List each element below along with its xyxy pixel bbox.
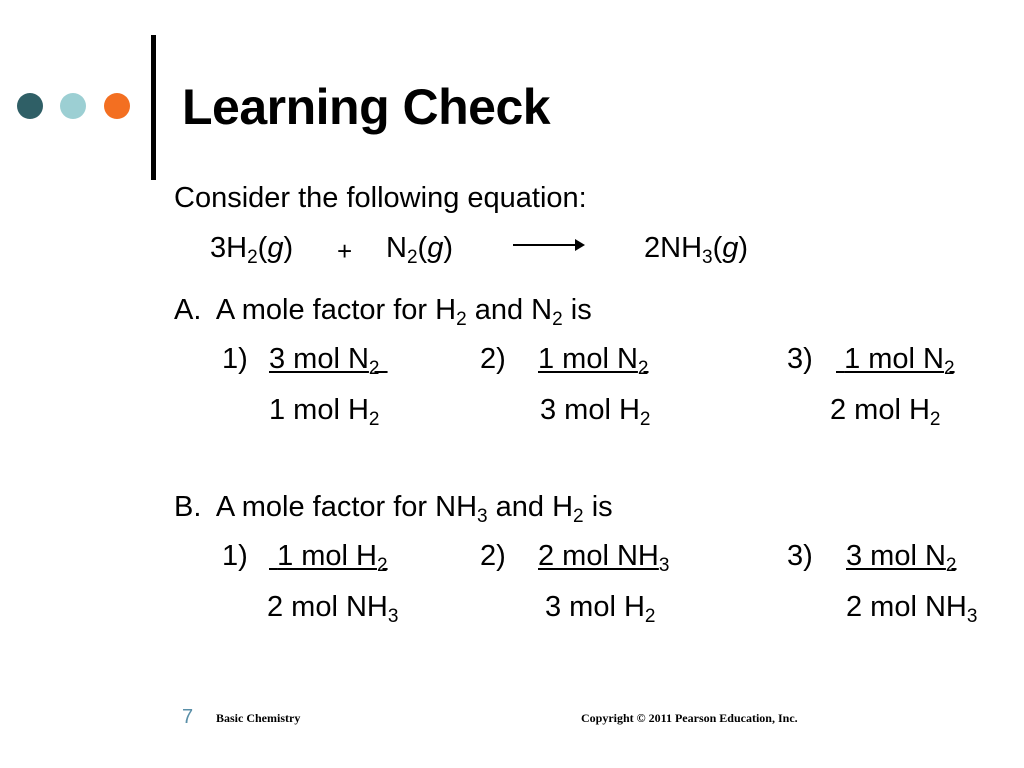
part-b-prompt: B. A mole factor for $NH_3$ and $H_2$ is xyxy=(174,491,613,527)
part-a-option-3-numerator: 1 mol $N_2$ xyxy=(844,343,955,379)
part-b-option-2-denominator: 3 mol $H_2$ xyxy=(545,591,656,627)
part-b-option-2-numerator: 2 mol $NH_3$ xyxy=(538,540,670,576)
part-a-option-1-numerator: 3 mol $N_2$ xyxy=(269,343,380,379)
decorative-dot-dark xyxy=(17,93,43,119)
reaction-arrow xyxy=(513,244,583,246)
part-b-option-3-denominator: 2 mol $NH_3$ xyxy=(846,591,978,627)
title-divider-bar xyxy=(151,35,156,180)
part-b-option-2-number: 2) xyxy=(480,540,506,572)
product-nh3: $2NH_3(g)$ xyxy=(644,232,749,268)
reactant-h2: $3H_2(g)$ xyxy=(210,232,294,268)
part-a-option-3-denominator: 2 mol $H_2$ xyxy=(830,394,941,430)
part-a-option-2-number: 2) xyxy=(480,343,506,375)
part-a-option-2-numerator: 1 mol $N_2$ xyxy=(538,343,649,379)
part-a-option-1-denominator: 1 mol $H_2$ xyxy=(269,394,380,430)
part-b-option-1-numerator: 1 mol $H_2$ xyxy=(277,540,388,576)
part-a-option-2-denominator: 3 mol $H_2$ xyxy=(540,394,651,430)
part-b-option-1-denominator: 2 mol $NH_3$ xyxy=(267,591,399,627)
part-a-prompt: A. A mole factor for $H_2$ and $N_2$ is xyxy=(174,294,592,330)
part-b-option-3-numerator: 3 mol $N_2$ xyxy=(846,540,957,576)
footer-copyright: Copyright © 2011 Pearson Education, Inc. xyxy=(581,711,798,725)
slide-title: Learning Check xyxy=(182,79,551,135)
reactant-n2: $N_2(g)$ xyxy=(386,232,454,268)
part-a-option-3-number: 3) xyxy=(787,343,813,375)
plus-sign: + xyxy=(337,236,353,266)
decorative-dot-orange xyxy=(104,93,130,119)
part-b-option-3-number: 3) xyxy=(787,540,813,572)
intro-text: Consider the following equation: xyxy=(174,182,587,214)
footer-course-name: Basic Chemistry xyxy=(216,711,301,725)
part-b-option-1-number: 1) xyxy=(222,540,248,572)
part-a-option-1-number: 1) xyxy=(222,343,248,375)
page-number: 7 xyxy=(182,706,194,728)
decorative-dot-light xyxy=(60,93,86,119)
